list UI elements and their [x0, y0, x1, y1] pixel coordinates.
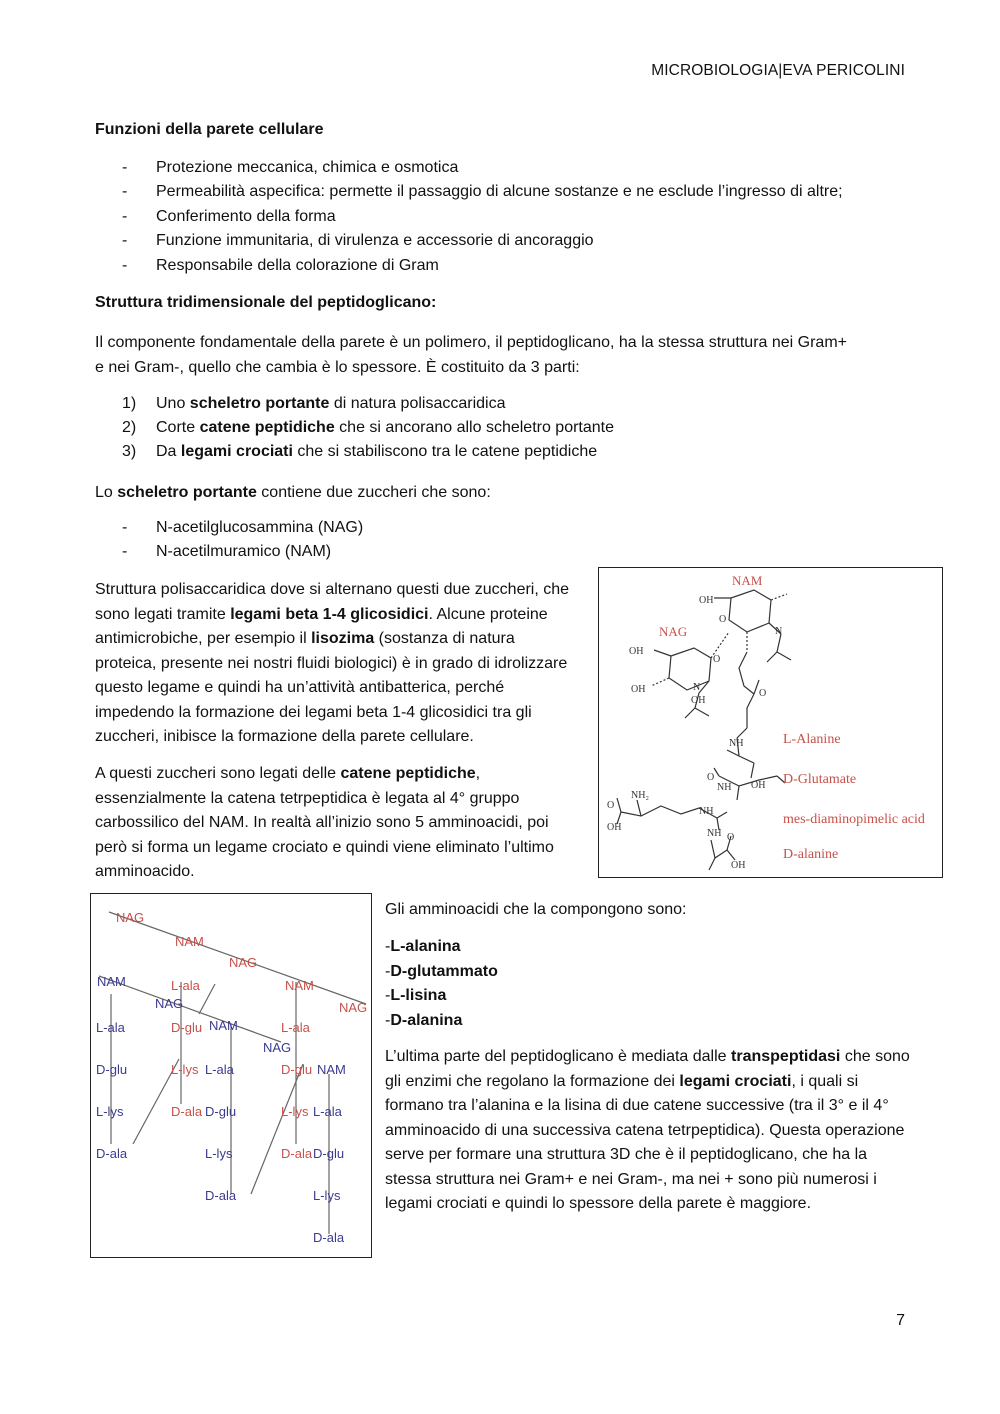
nag-label: NAG	[263, 1040, 292, 1055]
amino-label: D-glu	[96, 1062, 128, 1077]
page-number: 7	[896, 1312, 905, 1329]
svg-text:O: O	[713, 654, 721, 665]
amino-label: D-glu	[171, 1020, 203, 1035]
nam-label: NAM	[285, 978, 314, 993]
nag-label: NAG	[659, 624, 688, 639]
label-d-glutamate: D-Glutamate	[783, 772, 857, 787]
svg-text:NH: NH	[729, 738, 744, 749]
amino-label: D-glu	[313, 1146, 345, 1161]
svg-text:O: O	[719, 614, 727, 625]
structure-drawing	[599, 568, 942, 877]
nag-label: NAG	[339, 1000, 368, 1015]
svg-text:O: O	[759, 688, 767, 699]
running-header: MICROBIOLOGIA|EVA PERICOLINI	[651, 62, 905, 79]
amino-label: L-lys	[205, 1146, 233, 1161]
list-item: - N-acetilmuramico (NAM)	[122, 543, 332, 560]
svg-text:NH: NH	[699, 806, 714, 817]
svg-text:OH: OH	[629, 646, 644, 657]
nam-label: NAM	[732, 573, 763, 588]
amino-label: L-lys	[313, 1188, 341, 1203]
list-item: 1) Uno scheletro portante di natura polisaccaridica	[122, 395, 506, 412]
paragraph-peptide-chains: A questi zuccheri sono legati delle catene peptidiche, essenzialmente la catena tetrpeptidica è legata al 4° gruppo carbossilico del NAM. In realtà all’inizio sono 5 amminoacidi, poi però si forma un legame crociato e quindi viene eliminato l’ultimo amminoacido.	[95, 765, 554, 880]
amino-label: L-ala	[281, 1020, 310, 1035]
section-title-structure: Struttura tridimensionale del peptidoglicano:	[95, 294, 437, 311]
list-item: - Responsabile della colorazione di Gram	[122, 257, 439, 274]
nam-label: NAM	[317, 1062, 346, 1077]
nag-label: NAG	[229, 955, 258, 970]
list-item: - Conferimento della forma	[122, 208, 336, 225]
amino-label: L-lys	[96, 1104, 124, 1119]
amino-label: L-lys	[281, 1104, 309, 1119]
svg-text:OH: OH	[631, 684, 646, 695]
svg-text:N: N	[693, 682, 701, 693]
svg-text:NH: NH	[717, 782, 732, 793]
amino-label: D-ala	[313, 1230, 345, 1245]
paragraph-transpeptidase: L’ultima parte del peptidoglicano è mediata dalle transpeptidasi che sono gli enzimi che regolano la formazione dei legami crociati, i quali si formano tra l’alanina e la lisina di due catene successive (tra il 3° e il 4° amminoacido di una successiva catena tetrpeptidica). Questa operazione serve per formare una struttura 3D che è il peptidoglicano, che ha la stessa struttura nei Gram+ e nei Gram-, ma nei + sono più numerosi i legami crociati e quindi lo spessore della parete è maggiore.	[385, 1048, 910, 1212]
label-dap: mes-diaminopimelic acid	[783, 812, 925, 827]
list-item: - Protezione meccanica, chimica e osmotica	[122, 159, 459, 176]
amino-label: L-ala	[96, 1020, 125, 1035]
section-title-functions: Funzioni della parete cellulare	[95, 121, 324, 138]
nam-label: NAM	[209, 1018, 238, 1033]
network-drawing	[91, 894, 371, 1257]
nam-label: NAM	[97, 974, 126, 989]
amino-label: L-ala	[171, 978, 200, 993]
nam-label: NAM	[175, 934, 204, 949]
list-item: - Funzione immunitaria, di virulenza e accessorie di ancoraggio	[122, 232, 594, 249]
list-item: 3) Da legami crociati che si stabiliscono tra le catene peptidiche	[122, 443, 598, 460]
svg-text:O: O	[707, 772, 715, 783]
svg-text:NH₂: NH₂	[631, 790, 649, 801]
svg-text:N: N	[775, 626, 783, 637]
paragraph-intro: Il componente fondamentale della parete è un polimero, il peptidoglicano, ha la stessa struttura nei Gram+ e nei Gram-, quello che cambia è lo spessore. È costituito da 3 parti:	[95, 334, 847, 376]
svg-text:OH: OH	[607, 822, 622, 833]
amino-label: D-glu	[281, 1062, 313, 1077]
amino-label: D-ala	[96, 1146, 128, 1161]
amino-label: D-glu	[205, 1104, 237, 1119]
aa-list: -L-alanina -D-glutammato -L-lisina -D-alanina	[385, 938, 498, 1029]
amino-label: L-ala	[205, 1062, 234, 1077]
peptidoglycan-structure-figure	[598, 567, 943, 878]
paragraph-skeleton: Lo scheletro portante contiene due zuccheri che sono:	[95, 484, 491, 501]
svg-text:OH: OH	[751, 780, 766, 791]
svg-text:O: O	[727, 832, 735, 843]
nag-label: NAG	[155, 996, 184, 1011]
svg-text:OH: OH	[731, 860, 746, 871]
svg-text:NH: NH	[707, 828, 722, 839]
peptidoglycan-network-figure	[90, 893, 372, 1258]
paragraph-polysaccharide: Struttura polisaccaridica dove si alternano questi due zuccheri, che sono legati tramite legami beta 1-4 glicosidici. Alcune proteine antimicrobiche, per esempio il lisozima (sostanza di natura proteica, presente nei nostri fluidi biologici) è in grado di idrolizzare questo legame e quindi ha un’attività antibatterica, perché impedendo la formazione dei legami beta 1-4 glicosidici tra gli zuccheri, inibisce la formazione della parete cellulare.	[95, 581, 570, 745]
list-item: - Permeabilità aspecifica: permette il passaggio di alcune sostanze e ne esclude l’ingresso di altre;	[122, 183, 843, 200]
label-d-alanine: D-alanine	[783, 847, 839, 862]
label-l-alanine: L-Alanine	[783, 732, 841, 747]
amino-label: D-ala	[205, 1188, 237, 1203]
amino-label: L-ala	[313, 1104, 342, 1119]
amino-label: D-ala	[281, 1146, 313, 1161]
svg-text:OH: OH	[699, 595, 714, 606]
list-item: 2) Corte catene peptidiche che si ancorano allo scheletro portante	[122, 419, 615, 436]
nag-label: NAG	[116, 910, 145, 925]
amino-label: D-ala	[171, 1104, 203, 1119]
svg-text:OH: OH	[691, 695, 706, 706]
amino-label: L-lys	[171, 1062, 199, 1077]
aa-intro: Gli amminoacidi che la compongono sono:	[385, 901, 687, 918]
svg-text:O: O	[607, 800, 615, 811]
list-item: - N-acetilglucosammina (NAG)	[122, 519, 364, 536]
